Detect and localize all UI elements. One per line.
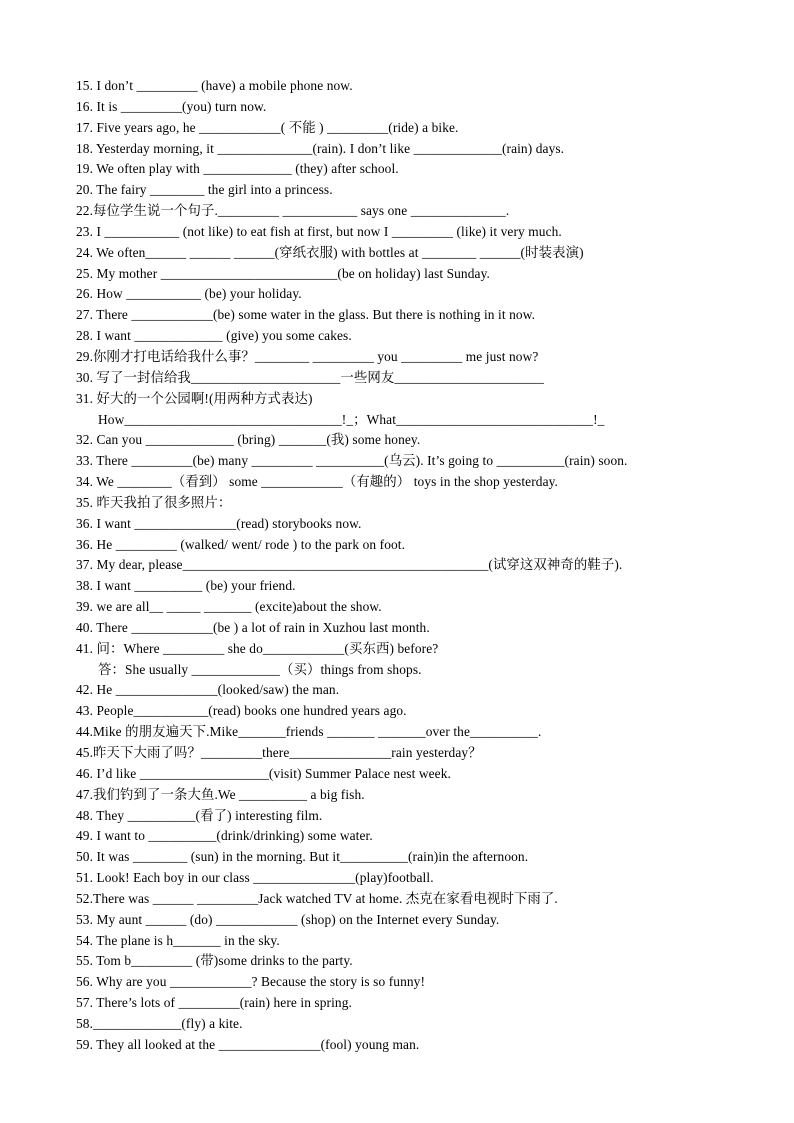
exercise-line: 24. We often______ ______ ______(穿纸衣服) with bottles at ________ ______(时装表演) bbox=[76, 244, 584, 260]
exercise-line: 22.每位学生说一个句子._________ ___________ says one ______________. bbox=[76, 203, 510, 219]
exercise-line: 37. My dear, please_____________________________________________(试穿这双神奇的鞋子). bbox=[76, 557, 623, 573]
exercise-line: 51. Look! Each boy in our class _______________(play)football. bbox=[76, 870, 434, 886]
exercise-line: 57. There’s lots of _________(rain) here in spring. bbox=[76, 995, 352, 1011]
exercise-line: 56. Why are you ____________? Because the story is so funny! bbox=[76, 974, 426, 990]
exercise-line: 32. Can you _____________ (bring) _______(我) some honey. bbox=[76, 432, 421, 448]
exercise-line: 36. I want _______________(read) storybooks now. bbox=[76, 515, 362, 531]
exercise-line: 25. My mother __________________________(be on holiday) last Sunday. bbox=[76, 265, 490, 281]
exercise-line: 44.Mike 的朋友遍天下.Mike_______friends _______ _______over the__________. bbox=[76, 724, 542, 740]
exercise-line: 55. Tom b_________ (带)some drinks to the party. bbox=[76, 953, 353, 969]
exercise-line: How________________________________!_；What_____________________________!_ bbox=[98, 411, 605, 427]
exercise-line: 26. How ___________ (be) your holiday. bbox=[76, 286, 302, 302]
exercise-line: 52.There was ______ _________Jack watched TV at home. 杰克在家看电视时下雨了. bbox=[76, 890, 558, 906]
exercise-line: 29.你刚才打电话给我什么事？________ _________ you _________ me just now? bbox=[76, 348, 539, 364]
exercise-line: 42. He _______________(looked/saw) the man. bbox=[76, 682, 340, 698]
exercise-line: 36. He _________ (walked/ went/ rode ) to the park on foot. bbox=[76, 536, 406, 552]
exercise-line: 48. They __________(看了) interesting film. bbox=[76, 807, 323, 823]
exercise-line: 33. There _________(be) many _________ __________(乌云). It’s going to __________(rain) soon. bbox=[76, 453, 628, 469]
exercise-line: 49. I want to __________(drink/drinking) some water. bbox=[76, 828, 373, 844]
exercise-line: 17. Five years ago, he ____________( 不能 ) _________(ride) a bike. bbox=[76, 119, 459, 135]
exercise-line: 20. The fairy ________ the girl into a princess. bbox=[76, 182, 333, 198]
exercise-line: 35. 昨天我拍了很多照片： bbox=[76, 494, 232, 510]
exercise-line: 53. My aunt ______ (do) ____________ (shop) on the Internet every Sunday. bbox=[76, 911, 500, 927]
exercise-line: 47.我们钓到了一条大鱼.We __________ a big fish. bbox=[76, 786, 365, 802]
exercise-line: 34. We ________（看到） some ____________（有趣的） toys in the shop yesterday. bbox=[76, 474, 558, 490]
exercise-line: 59. They all looked at the _______________(fool) young man. bbox=[76, 1036, 420, 1052]
exercise-line: 43. People___________(read) books one hundred years ago. bbox=[76, 703, 407, 719]
exercise-line: 15. I don’t _________ (have) a mobile phone now. bbox=[76, 78, 353, 93]
exercise-line: 45.昨天下大雨了吗？_________there_______________rain yesterday？ bbox=[76, 745, 482, 760]
worksheet bbox=[76, 76, 716, 1056]
exercise-line: 54. The plane is h_______ in the sky. bbox=[76, 932, 280, 948]
exercise-line: 23. I ___________ (not like) to eat fish at first, but now I _________ (like) it very much. bbox=[76, 223, 562, 239]
exercise-line: 30. 写了一封信给我______________________一些网友______________________ bbox=[76, 369, 544, 385]
exercise-line: 31. 好大的一个公园啊!(用两种方式表达) bbox=[76, 390, 313, 406]
exercise-line: 28. I want _____________ (give) you some cakes. bbox=[76, 328, 352, 344]
exercise-line: 答：She usually _____________（买）things from shops. bbox=[98, 661, 422, 677]
exercise-line: 41. 问：Where _________ she do____________(买东西) before? bbox=[76, 640, 439, 656]
exercise-line: 19. We often play with _____________ (they) after school. bbox=[76, 161, 399, 177]
exercise-line: 39. we are all__ _____ _______ (excite)about the show. bbox=[76, 599, 382, 615]
exercise-line: 18. Yesterday morning, it ______________(rain). I don’t like _____________(rain) days. bbox=[76, 140, 565, 156]
exercise-line: 38. I want __________ (be) your friend. bbox=[76, 578, 296, 594]
exercise-line: 46. I’d like ___________________(visit) Summer Palace nest week. bbox=[76, 765, 451, 781]
exercise-line: 16. It is _________(you) turn now. bbox=[76, 98, 267, 114]
exercise-line: 27. There ____________(be) some water in the glass. But there is nothing in it now. bbox=[76, 307, 536, 323]
exercise-line: 40. There ____________(be ) a lot of rain in Xuzhou last month. bbox=[76, 619, 430, 635]
exercise-line: 50. It was ________ (sun) in the morning. But it__________(rain)in the afternoon. bbox=[76, 849, 529, 865]
exercise-line: 58._____________(fly) a kite. bbox=[76, 1015, 243, 1031]
